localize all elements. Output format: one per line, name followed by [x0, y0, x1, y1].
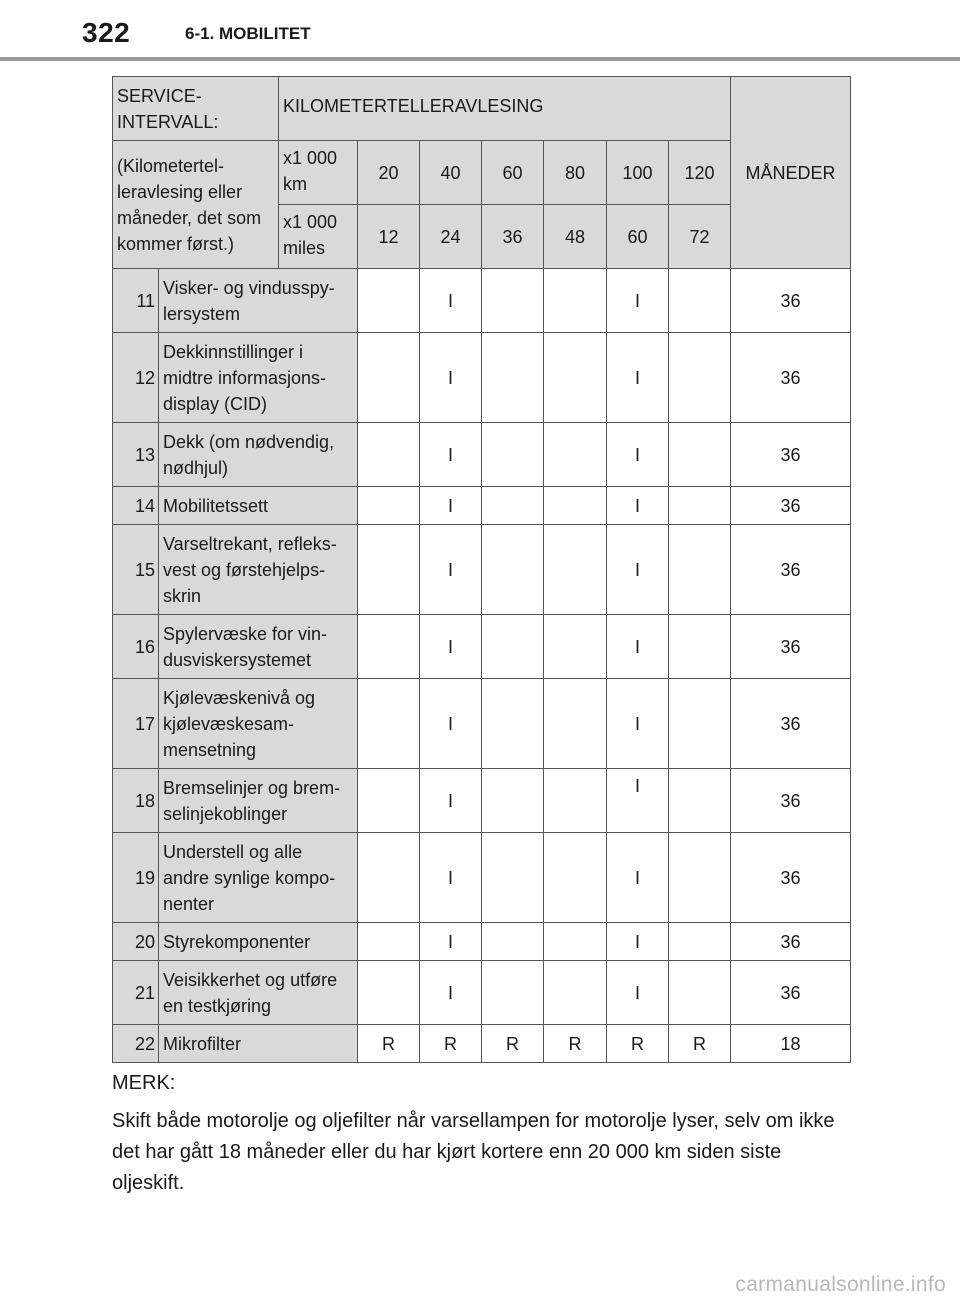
item-number: 17	[113, 679, 159, 769]
interval-cell: R	[420, 1025, 482, 1063]
interval-cell	[669, 487, 731, 525]
item-description: Visker- og vindusspy- lersystem	[159, 269, 358, 333]
interval-cell	[482, 269, 544, 333]
months-value: 36	[731, 525, 851, 615]
interval-cell	[669, 525, 731, 615]
item-number: 18	[113, 769, 159, 833]
interval-cell: I	[420, 333, 482, 423]
item-number: 11	[113, 269, 159, 333]
months-value: 36	[731, 423, 851, 487]
interval-cell	[482, 833, 544, 923]
interval-cell	[669, 833, 731, 923]
interval-cell	[669, 769, 731, 833]
item-description: Varseltrekant, refleks- vest og førstehjelps- skrin	[159, 525, 358, 615]
interval-cell: I	[607, 923, 669, 961]
months-value: 36	[731, 679, 851, 769]
months-value: 36	[731, 269, 851, 333]
months-header: MÅNEDER	[731, 77, 851, 269]
interval-cell: I	[607, 423, 669, 487]
item-number: 21	[113, 961, 159, 1025]
table-row	[113, 961, 851, 1025]
interval-cell	[358, 923, 420, 961]
interval-cell	[482, 769, 544, 833]
interval-cell	[358, 333, 420, 423]
watermark: carmanualsonline.info	[735, 1273, 946, 1296]
odometer-reading-header: KILOMETERTELLERAVLESING	[279, 77, 731, 141]
item-description: Dekk (om nødvendig, nødhjul)	[159, 423, 358, 487]
notes-section	[112, 1068, 852, 1206]
page-number: 322	[82, 17, 131, 48]
interval-cell	[358, 525, 420, 615]
interval-cell: I	[420, 961, 482, 1025]
interval-cell	[358, 769, 420, 833]
km-value: 100	[607, 141, 669, 205]
item-description: Understell og alle andre synlige kompo- nenter	[159, 833, 358, 923]
interval-cell	[544, 679, 607, 769]
section-title: 6-1. MOBILITET	[185, 24, 311, 43]
interval-cell: I	[607, 833, 669, 923]
table-row	[113, 525, 851, 615]
interval-cell	[358, 423, 420, 487]
interval-cell: I	[607, 769, 669, 833]
interval-note: (Kilometertel- leravlesing eller måneder, det som kommer først.)	[113, 141, 279, 269]
interval-cell	[482, 961, 544, 1025]
interval-cell: R	[544, 1025, 607, 1063]
interval-cell	[544, 423, 607, 487]
km-value: 120	[669, 141, 731, 205]
interval-cell: I	[420, 423, 482, 487]
interval-cell	[669, 423, 731, 487]
miles-value: 48	[544, 205, 607, 269]
interval-cell	[358, 487, 420, 525]
miles-value: 12	[358, 205, 420, 269]
interval-cell	[482, 487, 544, 525]
miles-value: 36	[482, 205, 544, 269]
interval-cell	[544, 333, 607, 423]
interval-cell: I	[420, 833, 482, 923]
item-number: 15	[113, 525, 159, 615]
item-description: Mikrofilter	[159, 1025, 358, 1063]
table-row	[113, 923, 851, 961]
table-row	[113, 423, 851, 487]
months-value: 36	[731, 923, 851, 961]
notes-text: Skift både motorolje og oljefilter når varsellampen for motorolje lyser, selv om ikke det har gått 18 måneder eller du har kjørt kortere enn 20 000 km siden siste oljeskift.	[112, 1110, 835, 1194]
months-value: 36	[731, 769, 851, 833]
item-description: Veisikkerhet og utføre en testkjøring	[159, 961, 358, 1025]
item-description: Kjølevæskenivå og kjølevæskesam- mensetning	[159, 679, 358, 769]
table-row	[113, 769, 851, 833]
interval-cell: I	[607, 679, 669, 769]
item-description: Styrekomponenter	[159, 923, 358, 961]
table-row	[113, 833, 851, 923]
months-value: 36	[731, 961, 851, 1025]
item-number: 22	[113, 1025, 159, 1063]
interval-cell: I	[607, 487, 669, 525]
interval-cell	[544, 269, 607, 333]
months-value: 36	[731, 615, 851, 679]
table-row	[113, 615, 851, 679]
interval-cell	[669, 333, 731, 423]
miles-value: 24	[420, 205, 482, 269]
interval-cell	[482, 333, 544, 423]
interval-cell: R	[358, 1025, 420, 1063]
interval-cell	[544, 833, 607, 923]
interval-cell	[669, 269, 731, 333]
interval-cell	[358, 615, 420, 679]
interval-cell: R	[607, 1025, 669, 1063]
service-interval-label: SERVICE- INTERVALL:	[113, 77, 279, 141]
item-number: 13	[113, 423, 159, 487]
item-description: Mobilitetssett	[159, 487, 358, 525]
interval-cell: I	[607, 961, 669, 1025]
miles-value: 72	[669, 205, 731, 269]
table-row	[113, 679, 851, 769]
table-row	[113, 1025, 851, 1063]
interval-cell: I	[607, 525, 669, 615]
interval-cell	[482, 923, 544, 961]
interval-cell	[544, 615, 607, 679]
interval-cell: I	[420, 487, 482, 525]
km-value: 60	[482, 141, 544, 205]
interval-cell	[482, 423, 544, 487]
interval-cell: I	[420, 679, 482, 769]
item-number: 19	[113, 833, 159, 923]
table-row	[113, 269, 851, 333]
months-value: 36	[731, 487, 851, 525]
miles-unit-label: x1 000 miles	[279, 205, 358, 269]
item-number: 14	[113, 487, 159, 525]
notes-label: MERK:	[112, 1072, 176, 1094]
months-value: 18	[731, 1025, 851, 1063]
interval-cell: I	[420, 269, 482, 333]
page-header	[0, 0, 960, 62]
interval-cell: R	[482, 1025, 544, 1063]
km-value: 20	[358, 141, 420, 205]
interval-cell	[669, 923, 731, 961]
interval-cell: I	[607, 615, 669, 679]
table-row	[113, 487, 851, 525]
interval-cell	[482, 679, 544, 769]
interval-cell	[669, 679, 731, 769]
months-value: 36	[731, 333, 851, 423]
km-value: 80	[544, 141, 607, 205]
interval-cell: I	[420, 615, 482, 679]
interval-cell: R	[669, 1025, 731, 1063]
km-value: 40	[420, 141, 482, 205]
miles-value: 60	[607, 205, 669, 269]
interval-cell	[358, 269, 420, 333]
item-number: 20	[113, 923, 159, 961]
interval-cell	[544, 769, 607, 833]
interval-cell	[544, 923, 607, 961]
interval-cell	[358, 679, 420, 769]
interval-cell	[358, 833, 420, 923]
interval-cell	[544, 487, 607, 525]
interval-cell: I	[420, 923, 482, 961]
interval-cell: I	[607, 269, 669, 333]
interval-cell	[669, 615, 731, 679]
interval-cell	[482, 525, 544, 615]
months-value: 36	[731, 833, 851, 923]
header-divider	[0, 57, 960, 61]
item-description: Bremselinjer og brem- selinjekoblinger	[159, 769, 358, 833]
interval-cell: I	[420, 525, 482, 615]
item-number: 16	[113, 615, 159, 679]
interval-cell: I	[607, 333, 669, 423]
service-interval-table	[112, 76, 851, 1063]
interval-cell	[358, 961, 420, 1025]
interval-cell	[544, 525, 607, 615]
item-number: 12	[113, 333, 159, 423]
item-description: Spylervæske for vin- dusviskersystemet	[159, 615, 358, 679]
interval-cell: I	[420, 769, 482, 833]
interval-cell	[544, 961, 607, 1025]
km-unit-label: x1 000 km	[279, 141, 358, 205]
table-row	[113, 333, 851, 423]
item-description: Dekkinnstillinger i midtre informasjons- display (CID)	[159, 333, 358, 423]
interval-cell	[482, 615, 544, 679]
interval-cell	[669, 961, 731, 1025]
